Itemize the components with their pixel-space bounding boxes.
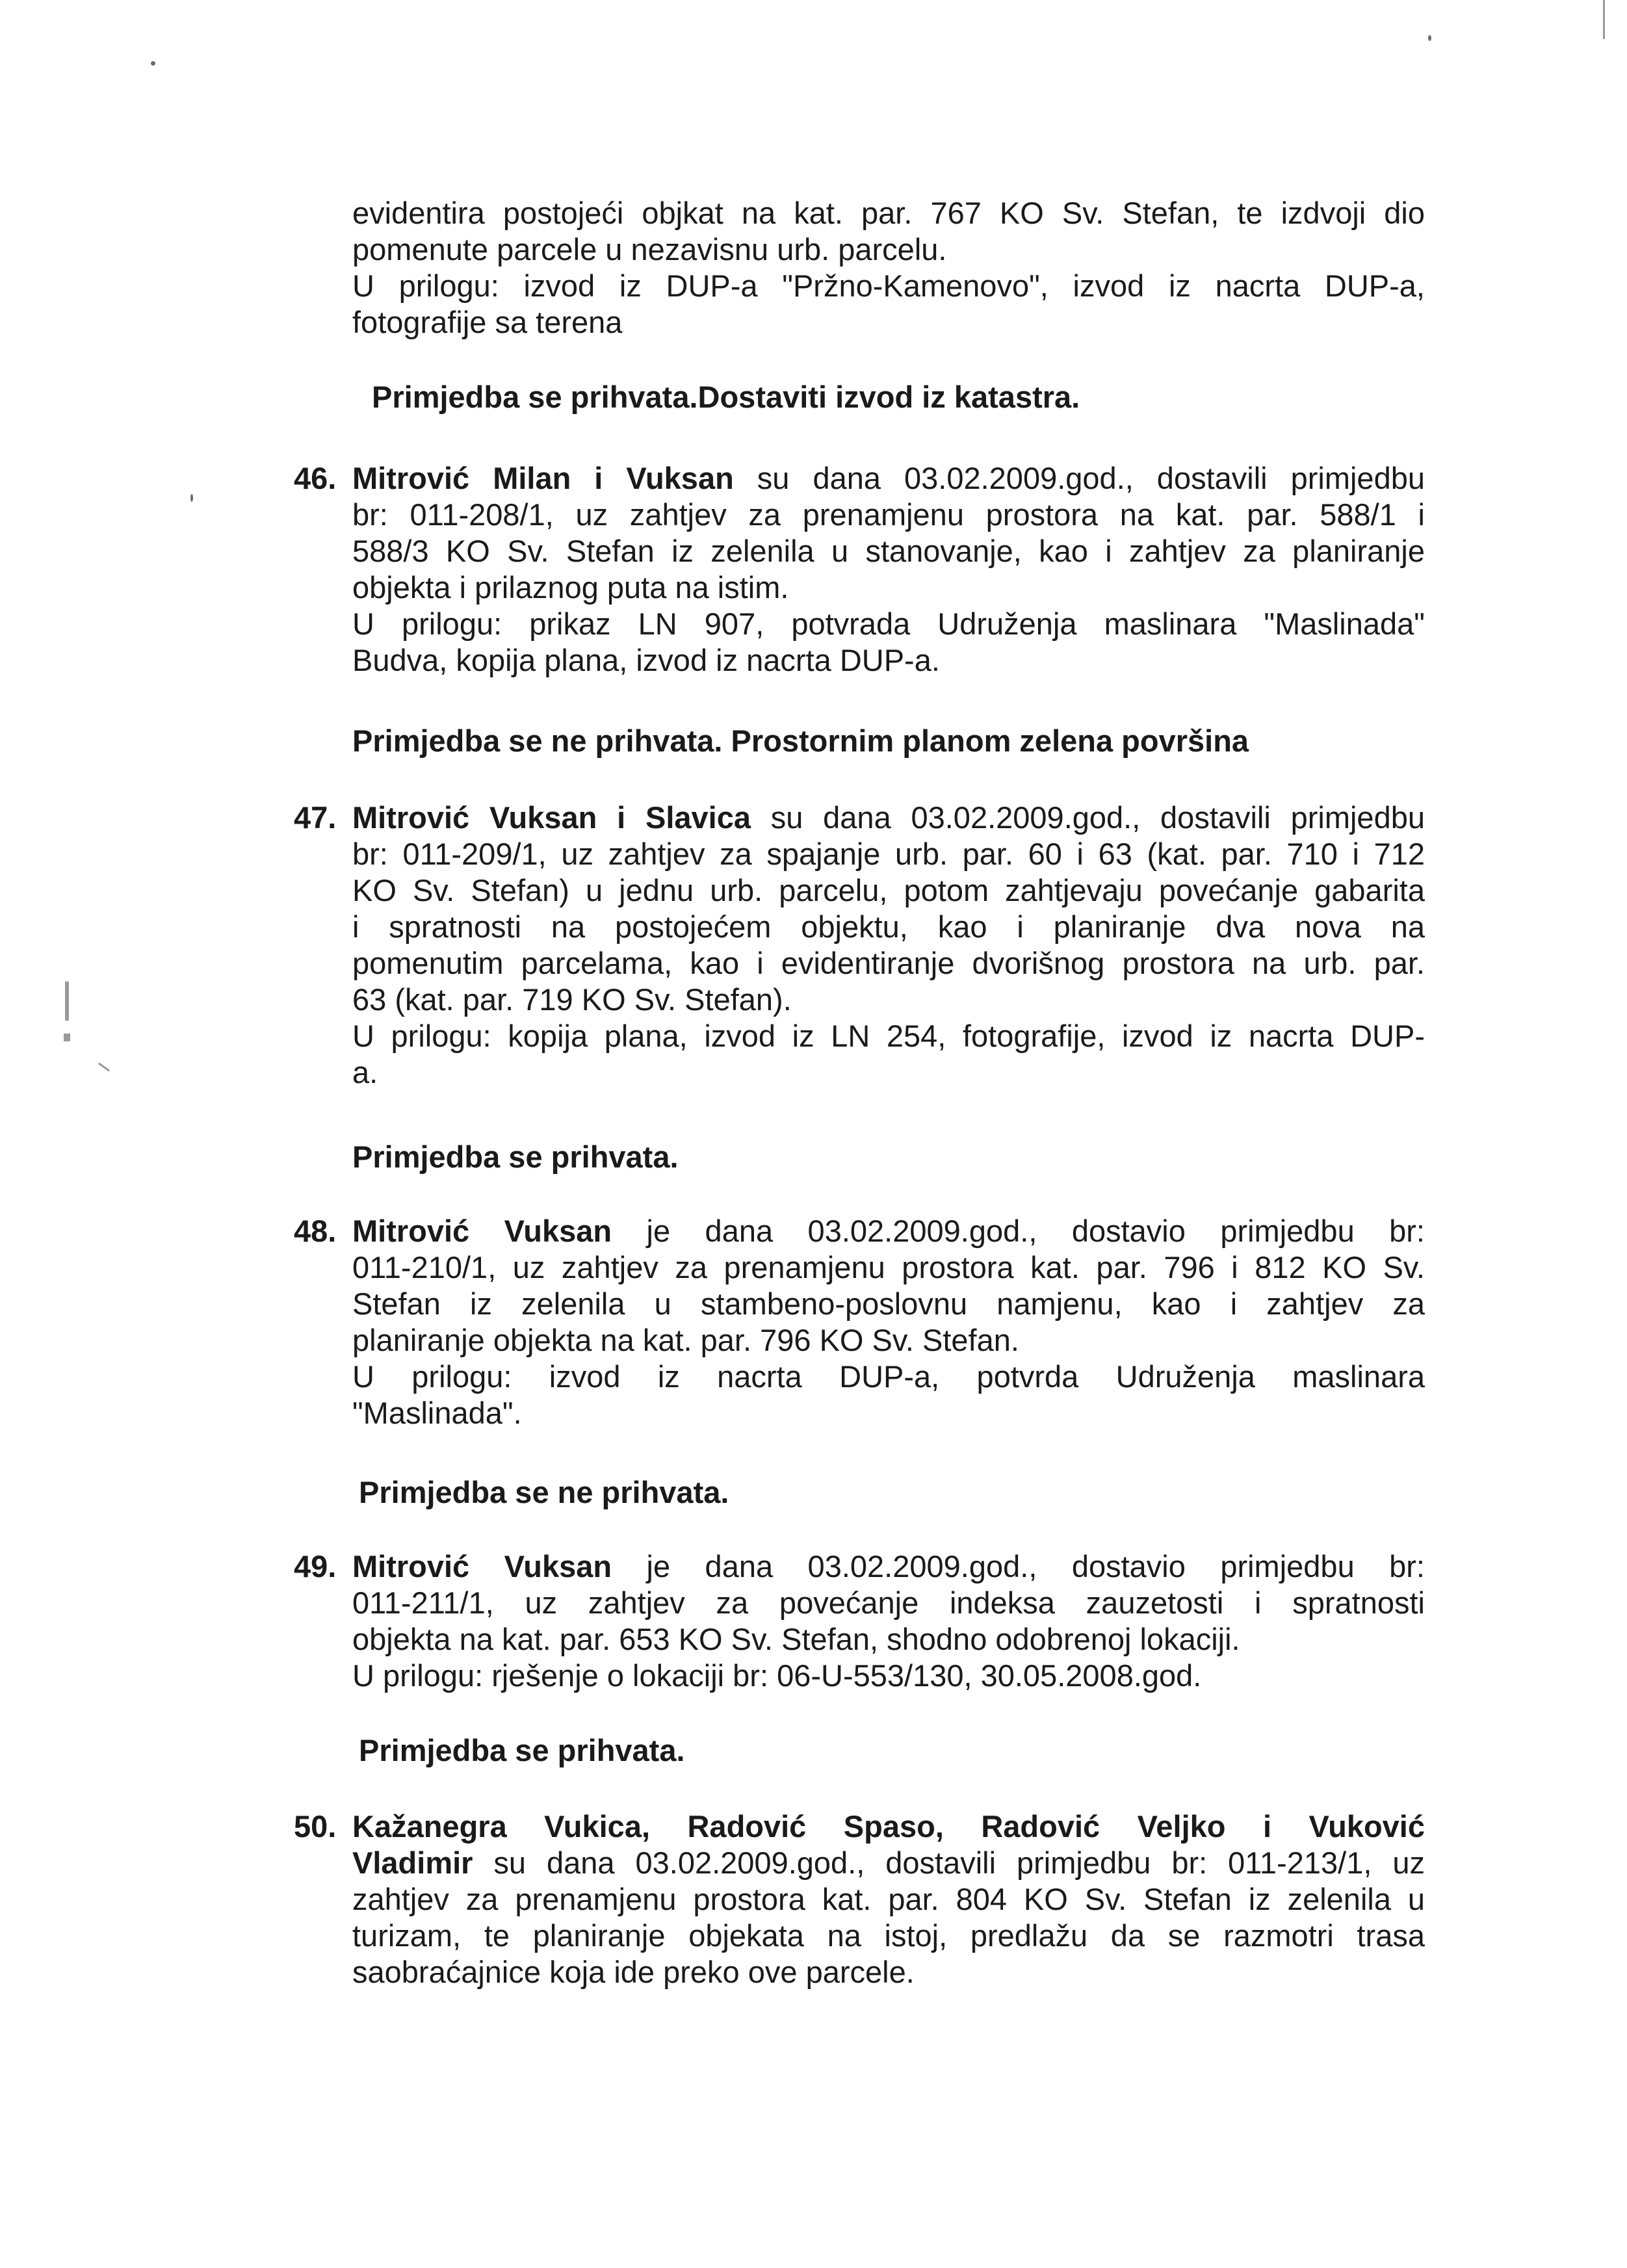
item-line: planiranje objekta na kat. par. 796 KO Sv. Stefan. bbox=[352, 1323, 1019, 1357]
item-line: "Maslinada". bbox=[352, 1396, 522, 1430]
item-48-paragraph bbox=[352, 1213, 1425, 1431]
item-line: 011-210/1, uz zahtjev za prenamjenu prostora kat. par. 796 i 812 KO Sv. bbox=[352, 1250, 1425, 1284]
scan-mark bbox=[1603, 0, 1605, 39]
intro-line: U prilogu: izvod iz DUP-a "Pržno-Kamenovo", izvod iz nacrta DUP-a, bbox=[352, 268, 1425, 303]
item-remark: Primjedba se ne prihvata. Prostornim planom zelena površina bbox=[352, 723, 1249, 758]
item-line: U prilogu: izvod iz nacrta DUP-a, potvrda Udruženja maslinara bbox=[352, 1359, 1425, 1394]
intro-paragraph bbox=[352, 195, 1425, 341]
item-line: 011-211/1, uz zahtjev za povećanje indeksa zauzetosti i spratnosti bbox=[352, 1585, 1425, 1620]
item-49-paragraph bbox=[352, 1548, 1425, 1694]
item-line: Budva, kopija plana, izvod iz nacrta DUP-a. bbox=[352, 643, 940, 677]
scan-mark bbox=[65, 982, 69, 1021]
item-line: 588/3 KO Sv. Stefan iz zelenila u stanovanje, kao i zahtjev za planiranje bbox=[352, 534, 1425, 568]
submitter-name: Mitrović Vuksan bbox=[352, 1214, 612, 1248]
item-line: je dana 03.02.2009.god., dostavio primjedbu br: bbox=[612, 1549, 1425, 1584]
item-remark: Primjedba se prihvata. bbox=[359, 1733, 685, 1767]
item-50-paragraph bbox=[352, 1808, 1425, 1990]
submitter-name: Kažanegra Vukica, Radović Spaso, Radović Veljko i Vuković bbox=[352, 1809, 1425, 1844]
item-line: br: 011-208/1, uz zahtjev za prenamjenu prostora na kat. par. 588/1 i bbox=[352, 497, 1425, 532]
item-line: 63 (kat. par. 719 KO Sv. Stefan). bbox=[352, 982, 792, 1017]
item-line: su dana 03.02.2009.god., dostavili primjedbu br: 011-213/1, uz bbox=[473, 1845, 1425, 1880]
scan-speck bbox=[190, 494, 193, 502]
item-line: objekta na kat. par. 653 KO Sv. Stefan, shodno odobrenoj lokaciji. bbox=[352, 1622, 1240, 1656]
item-line: i spratnosti na postojećem objektu, kao i planiranje dva nova na bbox=[352, 909, 1425, 944]
item-line: je dana 03.02.2009.god., dostavio primjedbu br: bbox=[612, 1214, 1425, 1248]
submitter-name: Mitrović Vuksan bbox=[352, 1549, 612, 1584]
item-number: 49. bbox=[294, 1549, 337, 1584]
intro-remark: Primjedba se prihvata.Dostaviti izvod iz katastra. bbox=[372, 380, 1080, 414]
scan-speck bbox=[1428, 35, 1431, 41]
item-number: 47. bbox=[294, 800, 337, 835]
item-47-paragraph bbox=[352, 800, 1425, 1091]
item-line: U prilogu: rješenje o lokaciji br: 06-U-553/130, 30.05.2008.god. bbox=[352, 1658, 1202, 1693]
item-line: KO Sv. Stefan) u jednu urb. parcelu, potom zahtjevaju povećanje gabarita bbox=[352, 873, 1425, 907]
intro-line: fotografije sa terena bbox=[352, 305, 623, 339]
item-number: 50. bbox=[294, 1809, 337, 1844]
submitter-name-continued: Vladimir bbox=[352, 1845, 473, 1880]
item-line: turizam, te planiranje objekata na istoj, predlažu da se razmotri trasa bbox=[352, 1918, 1425, 1953]
scan-mark bbox=[98, 1063, 110, 1072]
item-line: a. bbox=[352, 1055, 378, 1089]
item-line: U prilogu: prikaz LN 907, potvrada Udruženja maslinara "Maslinada" bbox=[352, 606, 1425, 641]
item-line: pomenutim parcelama, kao i evidentiranje dvorišnog prostora na urb. par. bbox=[352, 946, 1425, 980]
item-line: Stefan iz zelenila u stambeno-poslovnu namjenu, kao i zahtjev za bbox=[352, 1286, 1425, 1321]
item-number: 48. bbox=[294, 1214, 337, 1248]
item-line: su dana 03.02.2009.god., dostavili primjedbu bbox=[733, 461, 1425, 495]
item-line: U prilogu: kopija plana, izvod iz LN 254, fotografije, izvod iz nacrta DUP- bbox=[352, 1019, 1425, 1053]
submitter-name: Mitrović Milan i Vuksan bbox=[352, 461, 734, 495]
intro-line: pomenute parcele u nezavisnu urb. parcelu. bbox=[352, 232, 947, 267]
scan-mark bbox=[64, 1034, 70, 1041]
item-46-paragraph bbox=[352, 460, 1425, 679]
item-line: saobraćajnice koja ide preko ove parcele. bbox=[352, 1955, 915, 1989]
intro-line: evidentira postojeći objkat na kat. par. 767 KO Sv. Stefan, te izdvoji dio bbox=[352, 196, 1425, 230]
item-remark: Primjedba se prihvata. bbox=[352, 1140, 679, 1174]
item-line: su dana 03.02.2009.god., dostavili primjedbu bbox=[751, 800, 1425, 835]
item-remark: Primjedba se ne prihvata. bbox=[359, 1475, 729, 1509]
item-line: objekta i prilaznog puta na istim. bbox=[352, 570, 789, 605]
item-line: br: 011-209/1, uz zahtjev za spajanje urb. par. 60 i 63 (kat. par. 710 i 712 bbox=[352, 837, 1425, 871]
scan-speck bbox=[151, 61, 155, 66]
submitter-name: Mitrović Vuksan i Slavica bbox=[352, 800, 751, 835]
item-line: zahtjev za prenamjenu prostora kat. par. 804 KO Sv. Stefan iz zelenila u bbox=[352, 1882, 1425, 1916]
item-number: 46. bbox=[294, 461, 337, 495]
